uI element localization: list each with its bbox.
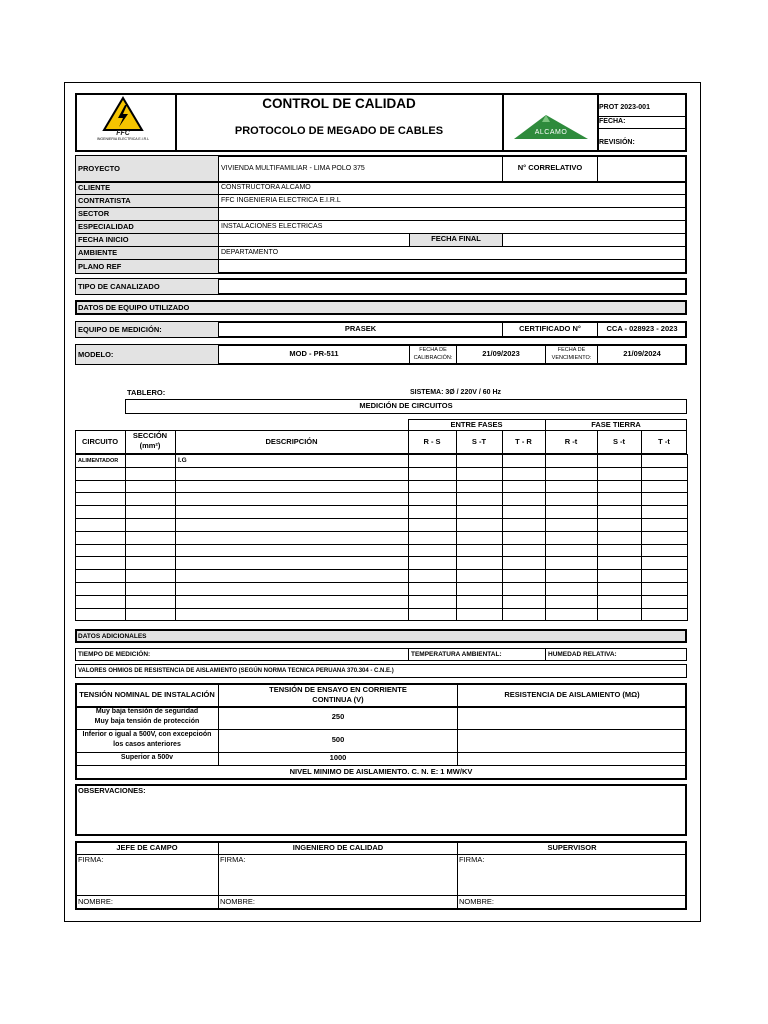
circuitos-table bbox=[75, 454, 688, 621]
table-cell[interactable] bbox=[642, 493, 688, 506]
fase-tierra-header: FASE TIERRA bbox=[591, 419, 641, 429]
table-cell[interactable] bbox=[126, 467, 176, 480]
table-cell[interactable] bbox=[176, 506, 409, 519]
table-row bbox=[76, 455, 688, 468]
fecha-calibracion-label: FECHA DE CALIBRACIÓN: bbox=[413, 347, 453, 361]
fecha-calibracion-value[interactable]: 21/09/2023 bbox=[482, 349, 520, 359]
table-cell[interactable] bbox=[126, 531, 176, 544]
fecha-vencimiento-value[interactable]: 21/09/2024 bbox=[623, 349, 661, 359]
table-cell[interactable] bbox=[546, 467, 598, 480]
table-cell[interactable] bbox=[457, 493, 503, 506]
table-cell[interactable] bbox=[642, 518, 688, 531]
modelo-value[interactable]: MOD - PR-511 bbox=[289, 349, 339, 359]
table-cell[interactable] bbox=[176, 518, 409, 531]
medicion-title: MEDICIÓN DE CIRCUITOS bbox=[359, 401, 453, 411]
aislamiento-row-1-value: 250 bbox=[331, 712, 345, 722]
table-cell[interactable] bbox=[457, 467, 503, 480]
page-subtitle: PROTOCOLO DE MEGADO DE CABLES bbox=[234, 125, 444, 137]
table-row bbox=[76, 518, 688, 531]
aislamiento-row-1-resistencia[interactable] bbox=[458, 706, 686, 729]
tiempo-label[interactable]: TIEMPO DE MEDICIÓN: bbox=[78, 651, 151, 658]
equipo-section-label: DATOS DE EQUIPO UTILIZADO bbox=[78, 303, 190, 312]
ingeniero-header: INGENIERO DE CALIDAD bbox=[292, 842, 384, 852]
table-cell[interactable] bbox=[76, 582, 126, 595]
table-cell[interactable] bbox=[546, 531, 598, 544]
aislamiento-row-3-resistencia[interactable] bbox=[458, 752, 686, 765]
table-cell[interactable] bbox=[126, 608, 176, 621]
table-cell[interactable] bbox=[503, 608, 546, 621]
canalizado-value[interactable] bbox=[219, 279, 686, 294]
table-cell[interactable] bbox=[598, 582, 642, 595]
table-cell[interactable] bbox=[409, 455, 457, 468]
ambiente-label: AMBIENTE bbox=[78, 248, 118, 257]
table-cell[interactable] bbox=[409, 570, 457, 583]
table-cell[interactable] bbox=[457, 480, 503, 493]
ffc-logo-subtext: INGENIERIA ELECTRICA E.I.R.L bbox=[96, 137, 150, 141]
entre-fases-header: ENTRE FASES bbox=[450, 419, 503, 429]
table-cell[interactable] bbox=[176, 582, 409, 595]
ambiente-value[interactable]: DEPARTAMENTO bbox=[221, 249, 279, 256]
table-cell[interactable] bbox=[598, 506, 642, 519]
plano-ref-label: PLANO REF bbox=[78, 261, 122, 271]
table-cell[interactable] bbox=[598, 480, 642, 493]
table-cell[interactable] bbox=[76, 557, 126, 570]
table-cell[interactable] bbox=[126, 595, 176, 608]
fecha-final-label: FECHA FINAL bbox=[431, 234, 481, 244]
supervisor-nombre-field[interactable]: NOMBRE: bbox=[459, 897, 495, 906]
table-cell[interactable] bbox=[176, 608, 409, 621]
table-cell[interactable] bbox=[546, 518, 598, 531]
table-cell[interactable] bbox=[503, 506, 546, 519]
table-cell[interactable] bbox=[503, 455, 546, 468]
table-cell[interactable] bbox=[546, 506, 598, 519]
proyecto-value[interactable]: VIVIENDA MULTIFAMILIAR - LIMA POLO 375 bbox=[221, 165, 365, 172]
aislamiento-row-1-label: Muy baja tensión de seguridad Muy baja tensión de protección bbox=[94, 708, 200, 725]
table-cell[interactable] bbox=[457, 557, 503, 570]
table-cell[interactable] bbox=[76, 467, 126, 480]
table-cell[interactable] bbox=[598, 608, 642, 621]
table-cell[interactable] bbox=[598, 595, 642, 608]
fecha-inicio-label: FECHA INICIO bbox=[78, 235, 129, 244]
table-cell[interactable] bbox=[503, 518, 546, 531]
table-cell[interactable] bbox=[642, 480, 688, 493]
table-row bbox=[76, 467, 688, 480]
col-seccion: SECCIÓN (mm²) bbox=[132, 431, 168, 450]
table-cell[interactable] bbox=[409, 608, 457, 621]
table-cell[interactable] bbox=[126, 570, 176, 583]
aislamiento-row-2-value: 500 bbox=[331, 735, 345, 745]
table-cell[interactable] bbox=[642, 608, 688, 621]
table-cell[interactable] bbox=[409, 557, 457, 570]
table-row bbox=[76, 570, 688, 583]
correlativo-label: N° CORRELATIVO bbox=[517, 163, 583, 173]
fecha-label: FECHA: bbox=[599, 118, 626, 125]
table-cell[interactable] bbox=[409, 518, 457, 531]
plano-ref-value[interactable] bbox=[219, 259, 686, 273]
table-cell[interactable] bbox=[546, 455, 598, 468]
table-cell[interactable] bbox=[457, 608, 503, 621]
table-cell[interactable] bbox=[546, 480, 598, 493]
table-cell[interactable] bbox=[503, 467, 546, 480]
table-row bbox=[76, 557, 688, 570]
table-cell[interactable] bbox=[598, 570, 642, 583]
col-t-t-ground: T -t bbox=[658, 436, 670, 446]
fecha-vencimiento-label: FECHA DE VENCIMIENTO: bbox=[551, 347, 592, 361]
certificado-value[interactable]: CCA - 028923 - 2023 bbox=[606, 324, 678, 334]
table-cell[interactable] bbox=[598, 531, 642, 544]
page-title: CONTROL DE CALIDAD bbox=[262, 96, 416, 111]
table-cell[interactable] bbox=[126, 582, 176, 595]
table-cell[interactable] bbox=[457, 582, 503, 595]
table-cell[interactable] bbox=[598, 493, 642, 506]
ingeniero-nombre-field[interactable]: NOMBRE: bbox=[220, 897, 256, 906]
jefe-nombre-field[interactable]: NOMBRE: bbox=[78, 897, 114, 906]
table-cell[interactable] bbox=[409, 582, 457, 595]
table-cell[interactable] bbox=[503, 570, 546, 583]
table-cell[interactable] bbox=[457, 518, 503, 531]
contratista-label: CONTRATISTA bbox=[78, 196, 131, 205]
table-row bbox=[76, 506, 688, 519]
table-cell[interactable] bbox=[176, 570, 409, 583]
observaciones-box[interactable] bbox=[75, 784, 687, 836]
especialidad-value[interactable]: INSTALACIONES ELECTRICAS bbox=[221, 223, 323, 230]
table-cell[interactable]: I.G bbox=[176, 455, 409, 468]
col-r-s: R - S bbox=[423, 436, 441, 446]
table-cell[interactable] bbox=[176, 544, 409, 557]
table-cell[interactable] bbox=[598, 518, 642, 531]
table-cell[interactable] bbox=[503, 531, 546, 544]
table-cell[interactable] bbox=[126, 518, 176, 531]
table-cell[interactable] bbox=[642, 455, 688, 468]
table-cell[interactable] bbox=[642, 544, 688, 557]
table-cell[interactable] bbox=[546, 582, 598, 595]
table-cell[interactable] bbox=[546, 595, 598, 608]
table-cell[interactable] bbox=[76, 493, 126, 506]
jefe-campo-header: JEFE DE CAMPO bbox=[116, 842, 178, 852]
col-t-r: T - R bbox=[515, 436, 532, 446]
adicionales-label: DATOS ADICIONALES bbox=[78, 632, 147, 640]
table-cell[interactable] bbox=[503, 595, 546, 608]
fecha-final-value[interactable] bbox=[503, 233, 686, 246]
aislamiento-row-2-resistencia[interactable] bbox=[458, 729, 686, 752]
table-cell[interactable] bbox=[409, 595, 457, 608]
table-cell[interactable] bbox=[457, 570, 503, 583]
aislamiento-h-resistencia: RESISTENCIA DE AISLAMIENTO (MΩ) bbox=[504, 689, 640, 699]
table-row bbox=[76, 608, 688, 621]
aislamiento-h-tension: TENSIÓN NOMINAL DE INSTALACIÓN bbox=[79, 689, 215, 699]
valores-label: VALORES OHMIOS DE RESISTENCIA DE AISLAMIENTO (SEGÚN NORMA TECNICA PERUANA 370.304 - C.N.E.) bbox=[78, 668, 394, 674]
table-cell[interactable] bbox=[76, 480, 126, 493]
table-cell[interactable] bbox=[126, 557, 176, 570]
humedad-label[interactable]: HUMEDAD RELATIVA: bbox=[548, 651, 617, 658]
table-cell[interactable] bbox=[409, 544, 457, 557]
table-cell[interactable] bbox=[503, 582, 546, 595]
table-cell[interactable] bbox=[76, 506, 126, 519]
table-cell[interactable] bbox=[457, 455, 503, 468]
ingeniero-firma-field[interactable]: FIRMA: bbox=[220, 855, 246, 864]
table-row bbox=[76, 480, 688, 493]
ffc-logo bbox=[90, 96, 160, 148]
table-cell[interactable] bbox=[409, 506, 457, 519]
table-cell[interactable] bbox=[76, 531, 126, 544]
jefe-firma-field[interactable]: FIRMA: bbox=[78, 855, 104, 864]
table-cell[interactable] bbox=[642, 595, 688, 608]
contratista-value[interactable]: FFC INGENIERIA ELECTRICA E.I.R.L bbox=[221, 197, 341, 204]
table-cell[interactable] bbox=[457, 544, 503, 557]
table-cell[interactable] bbox=[642, 531, 688, 544]
revision-label: REVISIÓN: bbox=[599, 139, 635, 146]
table-cell[interactable] bbox=[176, 493, 409, 506]
sistema-label: SISTEMA: 3Ø / 220V / 60 Hz bbox=[410, 389, 502, 396]
table-cell[interactable]: ALIMENTADOR bbox=[76, 455, 126, 468]
table-cell[interactable] bbox=[598, 455, 642, 468]
table-cell[interactable] bbox=[503, 544, 546, 557]
table-cell[interactable] bbox=[176, 557, 409, 570]
supervisor-header: SUPERVISOR bbox=[547, 842, 597, 852]
table-row bbox=[76, 544, 688, 557]
table-cell[interactable] bbox=[126, 493, 176, 506]
col-s-t-ground: S -t bbox=[612, 436, 626, 446]
table-cell[interactable] bbox=[76, 570, 126, 583]
aislamiento-row-3-value: 1000 bbox=[329, 753, 347, 763]
table-cell[interactable] bbox=[409, 531, 457, 544]
table-cell[interactable] bbox=[457, 595, 503, 608]
table-cell[interactable] bbox=[503, 557, 546, 570]
table-cell[interactable] bbox=[598, 544, 642, 557]
proyecto-label: PROYECTO bbox=[78, 164, 120, 173]
supervisor-firma-field[interactable]: FIRMA: bbox=[459, 855, 485, 864]
sector-value[interactable] bbox=[219, 207, 686, 220]
equipo-value[interactable]: PRASEK bbox=[344, 324, 377, 334]
table-cell[interactable] bbox=[457, 506, 503, 519]
table-row bbox=[76, 493, 688, 506]
table-cell[interactable] bbox=[76, 544, 126, 557]
col-descripcion: DESCRIPCIÓN bbox=[265, 436, 318, 446]
table-cell[interactable] bbox=[126, 480, 176, 493]
table-row bbox=[76, 531, 688, 544]
table-cell[interactable] bbox=[457, 531, 503, 544]
sector-label: SECTOR bbox=[78, 209, 110, 218]
table-cell[interactable] bbox=[598, 557, 642, 570]
table-cell[interactable] bbox=[126, 544, 176, 557]
aislamiento-h-ensayo: TENSIÓN DE ENSAYO EN CORRIENTE CONTINUA (V) bbox=[269, 685, 407, 704]
table-row bbox=[76, 582, 688, 595]
cliente-value[interactable]: CONSTRUCTORA ALCAMO bbox=[221, 184, 311, 191]
table-cell[interactable] bbox=[409, 493, 457, 506]
table-cell[interactable] bbox=[642, 557, 688, 570]
table-cell[interactable] bbox=[642, 570, 688, 583]
table-cell[interactable] bbox=[503, 480, 546, 493]
table-cell[interactable] bbox=[176, 467, 409, 480]
cliente-label: CLIENTE bbox=[78, 183, 111, 192]
observaciones-label: OBSERVACIONES: bbox=[78, 786, 146, 795]
table-cell[interactable] bbox=[546, 493, 598, 506]
table-cell[interactable] bbox=[598, 467, 642, 480]
aislamiento-row-2-label: Inferior o igual a 500V, con excepcioón los casos anteriores bbox=[82, 731, 212, 748]
table-cell[interactable] bbox=[642, 506, 688, 519]
aislamiento-row-3-label: Superior a 500v bbox=[120, 754, 174, 762]
fecha-inicio-value[interactable] bbox=[219, 233, 409, 246]
table-cell[interactable] bbox=[126, 455, 176, 468]
table-cell[interactable] bbox=[409, 467, 457, 480]
equipo-label: EQUIPO DE MEDICIÓN: bbox=[78, 325, 162, 334]
table-cell[interactable] bbox=[126, 506, 176, 519]
table-row bbox=[76, 595, 688, 608]
alcamo-logo-text: ALCAMO bbox=[534, 129, 568, 136]
canalizado-label: TIPO DE CANALIZADO bbox=[78, 282, 160, 291]
alcamo-logo bbox=[512, 112, 590, 140]
temperatura-label[interactable]: TEMPERATURA AMBIENTAL: bbox=[411, 651, 502, 658]
col-s-t: S -T bbox=[471, 436, 487, 446]
tablero-label: TABLERO: bbox=[127, 388, 166, 397]
table-cell[interactable] bbox=[642, 582, 688, 595]
nivel-minimo: NIVEL MINIMO DE AISLAMIENTO. C. N. E: 1 MW/KV bbox=[289, 767, 473, 777]
correlativo-value[interactable] bbox=[598, 156, 686, 181]
table-cell[interactable] bbox=[546, 544, 598, 557]
col-r-t-ground: R -t bbox=[564, 436, 578, 446]
table-cell[interactable] bbox=[546, 608, 598, 621]
table-cell[interactable] bbox=[176, 480, 409, 493]
table-cell[interactable] bbox=[409, 480, 457, 493]
table-cell[interactable] bbox=[503, 493, 546, 506]
table-cell[interactable] bbox=[546, 557, 598, 570]
table-cell[interactable] bbox=[176, 595, 409, 608]
document-code: PROT 2023-001 bbox=[599, 104, 650, 111]
table-cell[interactable] bbox=[176, 531, 409, 544]
especialidad-label: ESPECIALIDAD bbox=[78, 222, 134, 231]
table-cell[interactable] bbox=[76, 595, 126, 608]
col-circuito: CIRCUITO bbox=[81, 436, 119, 446]
table-cell[interactable] bbox=[76, 608, 126, 621]
table-cell[interactable] bbox=[76, 518, 126, 531]
table-cell[interactable] bbox=[546, 570, 598, 583]
table-cell[interactable] bbox=[642, 467, 688, 480]
ffc-logo-text: FFC bbox=[116, 130, 130, 137]
certificado-label: CERTIFICADO N° bbox=[519, 324, 581, 334]
modelo-label: MODELO: bbox=[78, 350, 114, 359]
